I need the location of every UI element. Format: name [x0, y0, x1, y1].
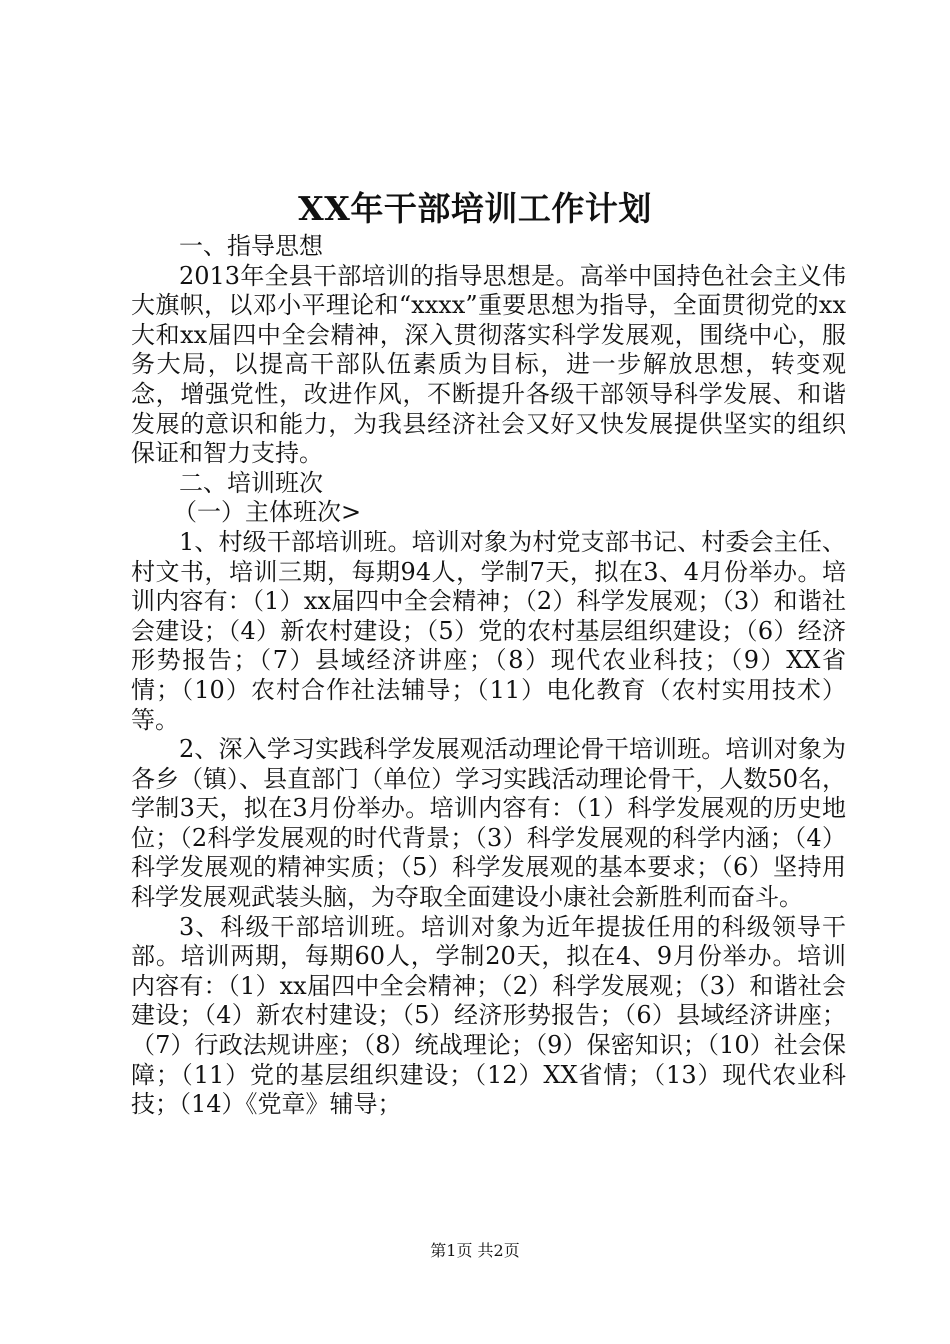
- page-number-footer: 第1页 共2页: [430, 1241, 520, 1260]
- document-title: XX年干部培训工作计划: [298, 189, 652, 228]
- paragraph-theory-backbone-training: 2、深入学习实践科学发展观活动理论骨干培训班。培训对象为各乡（镇）、县直部门（单位）学习实践活动理论骨干，人数50名，学制3天，拟在3月份举办。培训内容有：（1）科学发展观的历史地位；（2科学发展观的时代背景；（3）科学发展观的科学内涵；（4）科学发展观的精神实质；（5）科学发展观的基本要求；（6）坚持用科学发展观武装头脑，为夺取全面建设小康社会新胜利而奋斗。: [131, 735, 846, 912]
- paragraph-section-level-cadre-training: 3、科级干部培训班。培训对象为近年提拔任用的科级领导干部。培训两期，每期60人，学制20天，拟在4、9月份举办。培训内容有：（1）xx届四中全会精神；（2）科学发展观；（3）和谐社会建设；（4）新农村建设；（5）经济形势报告；（6）县域经济讲座；（7）行政法规讲座；（8）统战理论；（9）保密知识；（10）社会保障；（11）党的基层组织建设；（12）XX省情；（13）现代农业科技；（14）《党章》辅导；: [131, 912, 846, 1119]
- paragraph-guiding-thought: 2013年全县干部培训的指导思想是。高举中国持色社会主义伟大旗帜，以邓小平理论和“xxxx”重要思想为指导，全面贯彻党的xx大和xx届四中全会精神，深入贯彻落实科学发展观，围绕中心，服务大局，以提高干部队伍素质为目标，进一步解放思想，转变观念，增强党性，改进作风，不断提升各级干部领导科学发展、和谐发展的意识和能力，为我县经济社会又好又快发展提供坚实的组织保证和智力支持。: [131, 261, 846, 468]
- section-heading-guiding-thought: 一、指导思想: [179, 232, 323, 260]
- section-heading-training-classes: 二、培训班次: [179, 468, 323, 497]
- paragraph-village-cadre-training: 1、村级干部培训班。培训对象为村党支部书记、村委会主任、村文书，培训三期，每期94人，学制7天，拟在3、4月份举办。培训内容有：（1）xx届四中全会精神；（2）科学发展观；（3）和谐社会建设；（4）新农村建设；（5）党的农村基层组织建设；（6）经济形势报告；（7）县域经济讲座；（8）现代农业科技；（9）XX省情；（10）农村合作社法辅导；（11）电化教育（农村实用技术）等。: [131, 527, 846, 734]
- document-body: [131, 232, 846, 1120]
- subsection-heading-main-classes: （一）主体班次>: [173, 498, 362, 527]
